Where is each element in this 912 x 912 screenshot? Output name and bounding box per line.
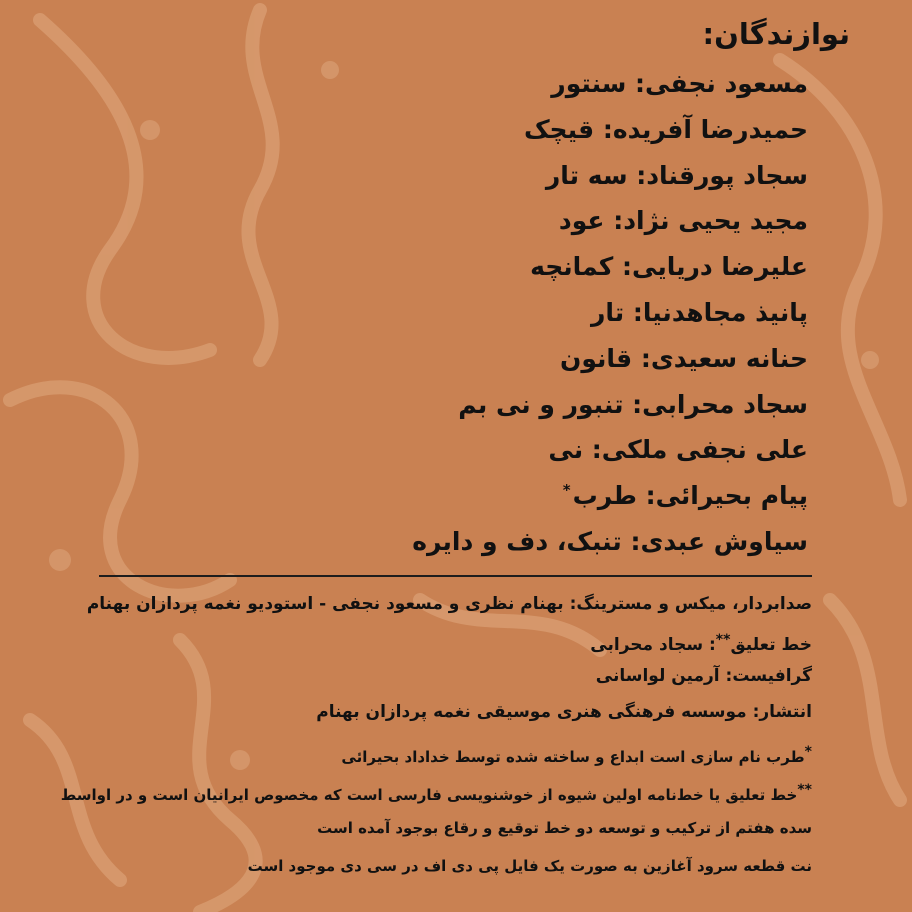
calligraphy-credit [52, 624, 812, 660]
footnote-taliq [52, 774, 812, 812]
musician-text: حنانه سعیدی: قانون [560, 343, 808, 373]
musician-text: مسعود نجفی: سنتور [551, 69, 808, 98]
musician-item [410, 58, 808, 104]
musician-item [410, 379, 808, 425]
musicians-heading: نوازندگان: [702, 17, 850, 51]
footnote-tarab [52, 736, 812, 774]
musician-item [410, 287, 808, 333]
musician-text: حمیدرضا آفریده: قیچک [523, 114, 808, 144]
musician-item [410, 424, 808, 470]
musician-text: مجید یحیی نژاد: عود [558, 206, 808, 236]
footnote-taliq-continued: سده هفتم از ترکیب و توسعه دو خط توقیع و رقاع بوجود آمده است [317, 819, 812, 837]
musician-text: سجاد محرابی: تنبور و نی بم [458, 389, 808, 419]
musician-text: علی نجفی ملکی: نی [548, 435, 808, 465]
footnote-mark: ** [715, 632, 731, 648]
musician-text: پانیذ مجاهدنیا: تار [590, 297, 808, 327]
musician-item [410, 333, 808, 379]
recording-credit: صدابردار، میکس و مسترینگ: بهنام نظری و مسعود نجفی - استودیو نغمه پردازان بهنام [86, 594, 812, 614]
publisher-credit: انتشار: موسسه فرهنگی هنری موسیقی نغمه پردازان بهنام [316, 702, 812, 722]
footnote-text: طرب نام سازی است ابداع و ساخته شده توسط خداداد بحیرائی [341, 748, 805, 766]
musician-text: علیرضا دریایی: کمانچه [530, 252, 808, 282]
musician-item [410, 150, 808, 196]
musician-item [410, 195, 808, 241]
calligraphy-label: خط تعلیق [730, 635, 812, 655]
musician-text: سیاوش عبدی: تنبک، دف و دایره [412, 526, 808, 556]
calligraphy-value: : سجاد محرابی [590, 635, 716, 655]
footnote-sheet-music: نت قطعه سرود آغازین به صورت یک فایل پی دی اف در سی دی موجود است [247, 857, 812, 875]
footnote-mark: ** [797, 782, 812, 798]
footnote-text: خط تعلیق یا خط‌نامه اولین شیوه از خوشنویسی فارسی است که مخصوص ایرانیان است و در اواسط [60, 786, 798, 804]
footnote-mark: * [804, 744, 812, 760]
graphic-credit: گرافیست: آرمین لواسانی [595, 666, 812, 686]
musician-item [410, 470, 808, 516]
section-divider [99, 575, 812, 577]
footnote-mark: * [562, 481, 571, 500]
musician-text: سجاد پورقناد: سه تار [545, 160, 808, 190]
musician-item [410, 104, 808, 150]
credits-section [52, 588, 812, 732]
footnotes-section [52, 736, 812, 888]
musician-text: پیام بحیرائی: طرب [572, 481, 808, 511]
musician-item [410, 241, 808, 287]
musicians-list [410, 58, 808, 562]
musician-item [410, 516, 808, 562]
